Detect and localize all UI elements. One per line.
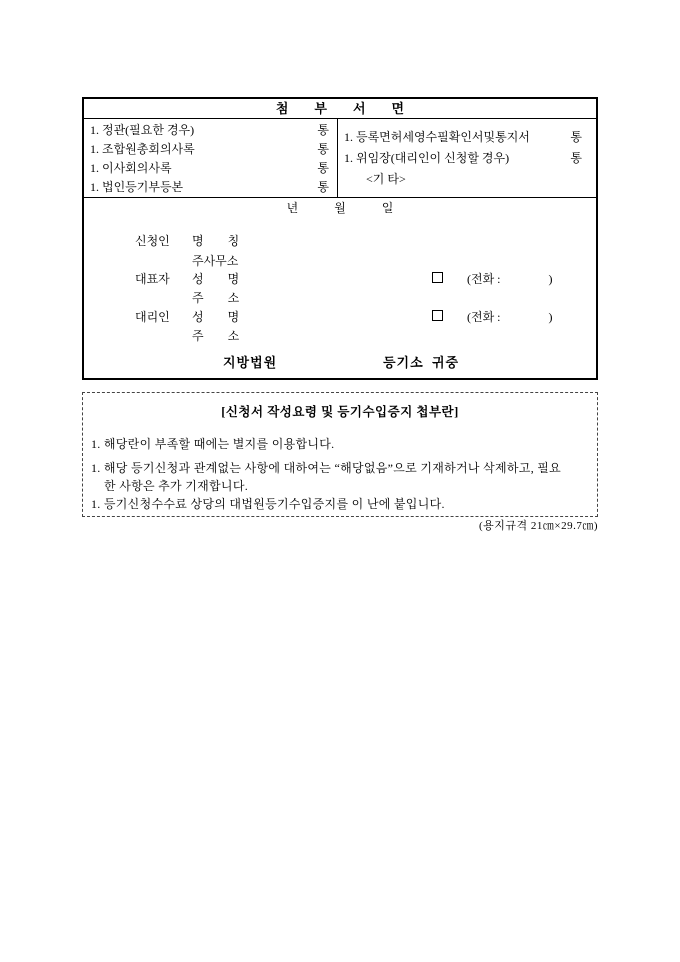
doc-item xyxy=(90,159,329,178)
doc-item-label: 1. 등록면허세영수필확인서및통지서 xyxy=(344,130,530,144)
checkbox[interactable] xyxy=(432,310,443,321)
notes-list xyxy=(83,435,597,513)
doc-item xyxy=(344,127,582,148)
doc-item-unit: 통 xyxy=(317,142,329,156)
doc-item-unit: 통 xyxy=(317,123,329,137)
attachments-body xyxy=(84,119,596,197)
applicant-name-row xyxy=(84,232,596,250)
district-court-label: 지방법원 xyxy=(223,355,278,370)
person-name-field-label: 성 명 xyxy=(192,272,240,286)
doc-item-label: 1. 조합원총회의사록 xyxy=(90,142,195,156)
person-name-field-label: 성 명 xyxy=(192,310,240,324)
phone-field: (전화 : ) xyxy=(467,272,553,286)
registry-office-label: 등기소 xyxy=(383,355,424,370)
doc-item-label: 1. 법인등기부등본 xyxy=(90,180,184,194)
applicant-label: 신청인 xyxy=(135,234,170,248)
court-row xyxy=(84,354,596,372)
attachments-right-column xyxy=(338,119,596,197)
checkbox[interactable] xyxy=(432,272,443,283)
representative-name-row xyxy=(84,270,596,288)
applicant-office-row xyxy=(84,252,596,270)
note-item xyxy=(91,495,587,513)
agent-address-row xyxy=(84,327,596,345)
name-field-label: 명 칭 xyxy=(192,234,240,248)
notes-title: [신청서 작성요령 및 등기수입증지 첩부란] xyxy=(221,405,459,419)
etc-label: <기 타> xyxy=(366,172,406,186)
note-line: 한 사항은 추가 기재합니다. xyxy=(104,479,249,493)
attachments-table xyxy=(82,97,598,380)
doc-item-unit: 통 xyxy=(570,130,582,144)
doc-item xyxy=(90,140,329,159)
doc-item-unit: 통 xyxy=(317,161,329,175)
note-item xyxy=(91,435,587,453)
note-line: 1. 해당 등기신청과 관계없는 사항에 대하여는 “해당없음”으로 기재하거나 삭제하고, 필요 xyxy=(91,461,562,475)
phone-field: (전화 : ) xyxy=(467,310,553,324)
note-item xyxy=(91,459,587,495)
honorific-label: 귀중 xyxy=(432,355,460,370)
agent-label: 대리인 xyxy=(135,310,170,324)
address-field-label: 주 소 xyxy=(192,291,240,305)
doc-item xyxy=(344,148,582,169)
note-line: 1. 등기신청수수료 상당의 대법원등기수입증지를 이 난에 붙입니다. xyxy=(91,497,445,511)
paper-size-note: (용지규격 21㎝×29.7㎝) xyxy=(478,520,598,532)
doc-item xyxy=(90,178,329,197)
date-line: 년 월 일 xyxy=(286,201,394,215)
application-section xyxy=(84,197,596,378)
notes-box xyxy=(82,392,598,517)
doc-item-unit: 통 xyxy=(317,180,329,194)
note-line: 1. 해당란이 부족할 때에는 별지를 이용합니다. xyxy=(91,437,335,451)
doc-item xyxy=(90,121,329,140)
doc-item-label: 1. 위임장(대리인이 신청할 경우) xyxy=(344,151,510,165)
agent-name-row xyxy=(84,308,596,326)
doc-item-label: 1. 정관(필요한 경우) xyxy=(90,123,195,137)
attachments-title: 첨 부 서 면 xyxy=(84,99,596,119)
attachments-left-column xyxy=(84,119,338,197)
representative-address-row xyxy=(84,289,596,307)
doc-item-unit: 통 xyxy=(570,151,582,165)
representative-label: 대표자 xyxy=(135,272,170,286)
address-field-label: 주 소 xyxy=(192,329,240,343)
doc-item-label: 1. 이사회의사록 xyxy=(90,161,172,175)
office-field-label: 주사무소 xyxy=(192,254,239,268)
